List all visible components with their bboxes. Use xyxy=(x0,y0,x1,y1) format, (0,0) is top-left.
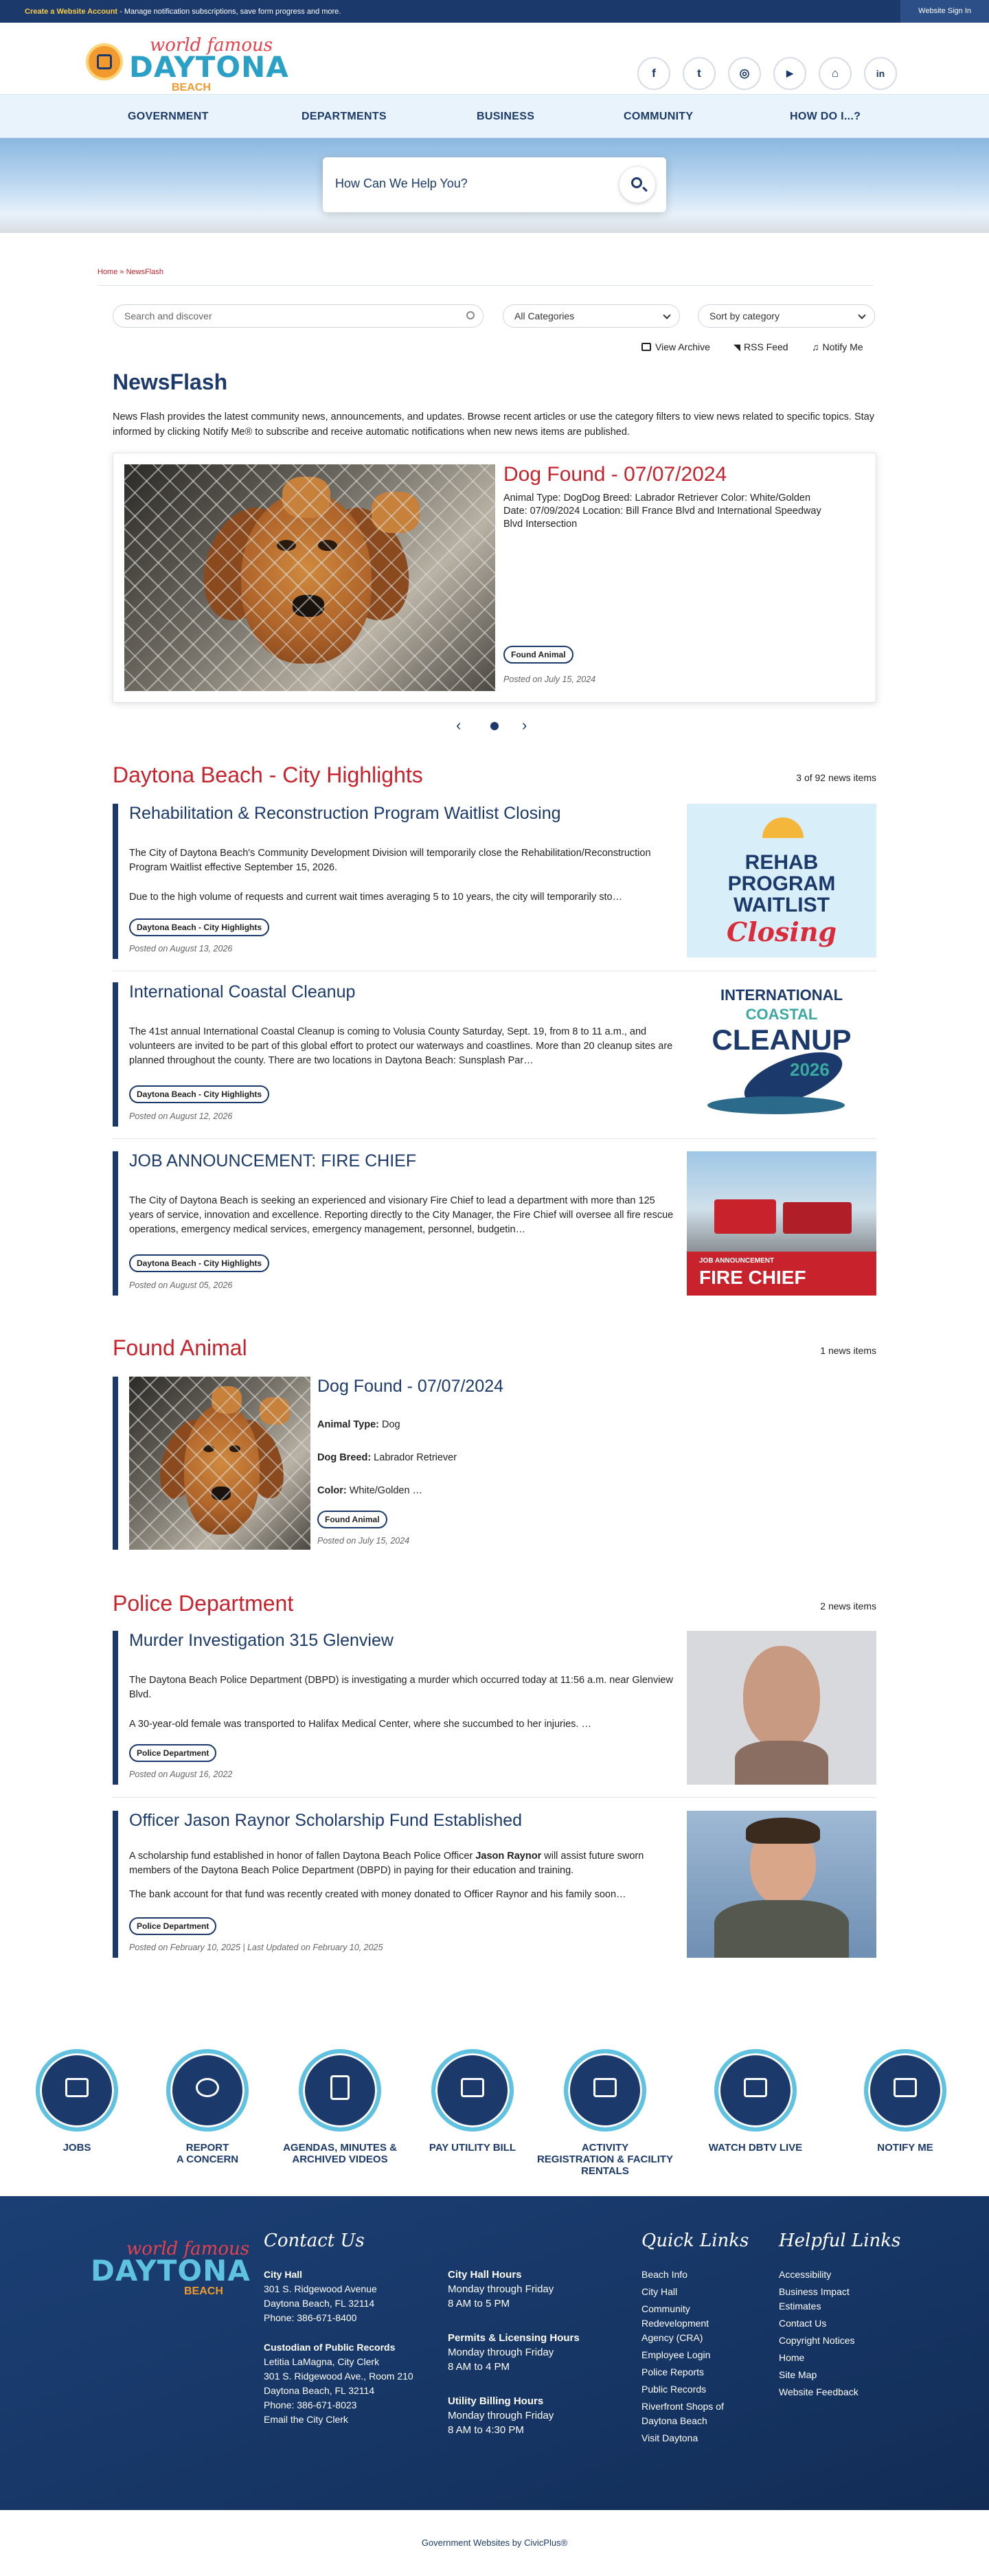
posted-date: Posted on July 15, 2024 xyxy=(503,675,596,684)
rss-icon: ◥ xyxy=(734,342,740,352)
featured-news-card[interactable] xyxy=(113,453,876,703)
accent-bar xyxy=(113,1631,118,1785)
posted-date: Posted on August 16, 2022 xyxy=(129,1770,233,1779)
footer-link[interactable]: Police Reports xyxy=(641,2366,705,2377)
section-count: 3 of 92 news items xyxy=(796,772,876,783)
image-text: REHAB xyxy=(744,851,819,874)
divider xyxy=(98,285,874,286)
footer-text: Daytona Beach, FL 32114 xyxy=(264,2298,375,2309)
quick-link-label[interactable] xyxy=(687,2142,824,2154)
account-message[interactable] xyxy=(25,8,341,16)
top-bar xyxy=(0,0,989,23)
footer-link[interactable]: Website Feedback xyxy=(779,2386,859,2397)
quick-link-text: A CONCERN xyxy=(176,2154,239,2165)
accent-bar xyxy=(113,804,118,959)
news-item-text: A 30-year-old female was transported to Halifax Medical Center, where she succumbed to her injuries. … xyxy=(129,1719,591,1730)
news-item-text: The 41st annual International Coastal Cleanup is coming to Volusia County Saturday, Sept. 19, from 8 to 11 a.m., and volunteers are invited to be part of this global effort to protect our waterways and coastlines. More than 20 cleanup sites are planned throughout the county. There are two locations in Daytona Beach: Sunsplash Par… xyxy=(129,1026,673,1066)
linkedin-icon[interactable]: in xyxy=(864,57,897,90)
footer-link[interactable]: Redevelopment xyxy=(641,2318,709,2329)
carousel-next-button[interactable]: › xyxy=(522,716,527,734)
footer-text: Utility Billing Hours xyxy=(448,2395,544,2407)
news-item-title[interactable]: Dog Found - 07/07/2024 xyxy=(317,1377,504,1396)
quick-link-text: PAY UTILITY BILL xyxy=(429,2142,516,2154)
field-value: White/Golden … xyxy=(346,1485,423,1496)
agendas-button[interactable] xyxy=(299,2049,381,2132)
archive-icon xyxy=(641,343,651,351)
civicplus-credit-link[interactable]: Government Websites by CivicPlus® xyxy=(421,2538,568,2548)
pay-bill-button[interactable] xyxy=(431,2049,514,2132)
category-tag[interactable]: Found Animal xyxy=(317,1511,387,1528)
footer-text: Permits & Licensing Hours xyxy=(448,2332,580,2344)
news-item xyxy=(113,982,876,1127)
news-item-text xyxy=(129,1849,679,1878)
logo-beach: BEACH xyxy=(172,82,211,93)
divider xyxy=(113,1138,876,1139)
image-text: INTERNATIONAL xyxy=(720,986,843,1004)
quick-link-text: JOBS xyxy=(62,2142,91,2154)
notify-me-button[interactable] xyxy=(864,2049,946,2132)
breadcrumb-home[interactable]: Home xyxy=(98,268,118,276)
document-icon xyxy=(330,2075,350,2100)
accent-bar xyxy=(113,1151,118,1296)
sort-select-value: Sort by category xyxy=(709,310,780,321)
category-tag[interactable]: Found Animal xyxy=(503,646,573,664)
notify-me-link[interactable] xyxy=(812,341,863,352)
footer-text: 8 AM to 5 PM xyxy=(448,2298,510,2309)
footer-link[interactable]: Estimates xyxy=(779,2301,821,2312)
news-item-text xyxy=(317,1484,592,1498)
section-count: 1 news items xyxy=(820,1345,876,1356)
posted-date: Posted on August 12, 2026 xyxy=(129,1111,233,1121)
category-select[interactable] xyxy=(503,304,680,328)
news-item-title[interactable]: JOB ANNOUNCEMENT: FIRE CHIEF xyxy=(129,1151,417,1171)
text-run: A scholarship fund established in honor of fallen Daytona Beach Police Officer xyxy=(129,1851,476,1862)
footer-link[interactable]: Daytona Beach xyxy=(641,2415,707,2426)
site-search[interactable] xyxy=(323,157,666,212)
youtube-icon[interactable]: ▶ xyxy=(773,57,806,90)
quick-link-text: ARCHIVED VIDEOS xyxy=(292,2154,388,2165)
search-icon xyxy=(631,177,642,188)
field-label: Color: xyxy=(317,1485,347,1496)
credit-card-icon xyxy=(461,2078,484,2097)
nav-business[interactable]: BUSINESS xyxy=(477,111,535,122)
posted-date: Posted on February 10, 2025 | Last Updated on February 10, 2025 xyxy=(129,1943,383,1952)
footer-link[interactable]: Site Map xyxy=(779,2369,817,2380)
section-count: 2 news items xyxy=(820,1601,876,1612)
rss-feed-link[interactable] xyxy=(734,341,788,353)
news-search-placeholder: Search and discover xyxy=(124,310,212,321)
quick-link-text: NOTIFY ME xyxy=(877,2142,933,2154)
footer-link[interactable]: City Hall xyxy=(641,2286,678,2297)
dog-photo xyxy=(124,464,495,691)
footer-link[interactable]: Employee Login xyxy=(641,2349,711,2360)
footer-text: Monday through Friday xyxy=(448,2283,554,2295)
quick-link-text: AGENDAS, MINUTES & xyxy=(283,2142,397,2154)
fire-chief-image xyxy=(687,1151,876,1296)
logo-name: DAYTONA xyxy=(91,2254,251,2287)
quick-link-label[interactable] xyxy=(271,2142,409,2165)
bell-icon: ♫ xyxy=(812,341,819,352)
page-bottom xyxy=(0,2510,989,2576)
home-icon[interactable] xyxy=(86,43,123,80)
footer-text: Phone: 386-671-8023 xyxy=(264,2399,357,2410)
news-item-title[interactable]: Murder Investigation 315 Glenview xyxy=(129,1631,394,1650)
accent-bar xyxy=(113,1377,118,1550)
footer-text: 8 AM to 4:30 PM xyxy=(448,2424,524,2436)
field-value: Labrador Retriever xyxy=(371,1452,457,1463)
instagram-icon[interactable]: ◎ xyxy=(728,57,761,90)
footer-logo[interactable] xyxy=(88,2239,280,2297)
footer-link[interactable]: Business Impact xyxy=(779,2286,850,2297)
accent-bar xyxy=(113,982,118,1127)
category-select-value: All Categories xyxy=(514,310,575,321)
featured-news-desc: Animal Type: DogDog Breed: Labrador Retriever Color: White/Golden Date: 07/09/2024 Location: Bill France Blvd and International Speedway Blvd Intersection xyxy=(503,493,821,530)
envelope-icon xyxy=(894,2078,917,2097)
news-search-input[interactable] xyxy=(113,304,484,328)
footer-text: Letitia LaMagna, City Clerk xyxy=(264,2356,380,2367)
divider xyxy=(113,1797,876,1798)
suspect-photo xyxy=(687,1631,876,1785)
chevron-down-icon xyxy=(858,311,865,319)
news-item xyxy=(113,1631,876,1785)
quick-link-label[interactable] xyxy=(837,2142,974,2154)
posted-date: Posted on July 15, 2024 xyxy=(317,1536,410,1546)
footer-text: Daytona Beach, FL 32114 xyxy=(264,2385,375,2396)
news-item-text: The Daytona Beach Police Department (DBPD) is investigating a murder which occurred today at 11:56 a.m. near Glenview Blvd. xyxy=(129,1675,673,1700)
page-title: NewsFlash xyxy=(113,370,228,394)
quick-link-text: WATCH DBTV LIVE xyxy=(708,2142,803,2154)
category-tag[interactable]: Daytona Beach - City Highlights xyxy=(129,1254,269,1272)
footer-text: City Hall xyxy=(264,2269,303,2280)
field-label: Dog Breed: xyxy=(317,1452,372,1463)
news-item-text: The bank account for that fund was recently created with money donated to Officer Raynor and his family soon… xyxy=(129,1889,626,1900)
quick-link-text: RENTALS xyxy=(581,2165,629,2177)
news-item xyxy=(113,1377,876,1550)
view-archive-label: View Archive xyxy=(655,341,710,352)
report-concern-button[interactable] xyxy=(166,2049,249,2132)
coastal-cleanup-image xyxy=(687,982,876,1127)
news-item-text xyxy=(317,1418,592,1432)
footer-text: Monday through Friday xyxy=(448,2410,554,2421)
field-value: Dog xyxy=(378,1419,400,1430)
quick-link-text: ACTIVITY xyxy=(581,2142,629,2154)
footer-link[interactable]: Copyright Notices xyxy=(779,2335,855,2346)
dog-photo xyxy=(129,1377,310,1550)
site-header xyxy=(0,23,989,94)
category-tag[interactable]: Police Department xyxy=(129,1917,216,1935)
breadcrumb: Home » NewsFlash xyxy=(98,268,163,276)
section-title-highlights[interactable]: Daytona Beach - City Highlights xyxy=(113,762,423,787)
officer-photo xyxy=(687,1811,876,1958)
footer-text: Phone: 386-671-8400 xyxy=(264,2312,357,2323)
breadcrumb-current[interactable]: NewsFlash xyxy=(126,268,163,276)
image-text: JOB ANNOUNCEMENT xyxy=(699,1257,775,1265)
briefcase-icon xyxy=(65,2078,89,2097)
facebook-icon[interactable]: f xyxy=(637,57,670,90)
logo-name: DAYTONA xyxy=(129,50,289,84)
news-item-text: Due to the high volume of requests and current wait times averaging 5 to 10 years, the city will temporarily sto… xyxy=(129,892,623,903)
account-message-text: - Manage notification subscriptions, save form progress and more. xyxy=(117,8,341,16)
sort-select[interactable] xyxy=(698,304,875,328)
image-text: 2026 xyxy=(790,1059,830,1080)
footer-text: Monday through Friday xyxy=(448,2347,554,2358)
footer-link[interactable]: Contact Us xyxy=(779,2318,827,2329)
image-text: FIRE CHIEF xyxy=(699,1267,806,1288)
image-text: CLEANUP xyxy=(712,1024,852,1056)
news-item-text: The City of Daytona Beach is seeking an experienced and visionary Fire Chief to lead a department with more than 125 years of service, innovation and excellence. Reporting directly to the City Manager, the Fire Chief will oversee all fire rescue operations, emergency medical services, emergency management, personnel, budgetin… xyxy=(129,1195,674,1235)
rehab-waitlist-image xyxy=(687,804,876,958)
main-nav xyxy=(0,94,989,138)
twitter-icon[interactable]: t xyxy=(683,57,716,90)
city-hall-block xyxy=(264,2268,377,2325)
category-tag[interactable]: Police Department xyxy=(129,1744,216,1762)
footer-link[interactable]: Beach Info xyxy=(641,2269,687,2280)
quick-link-label[interactable] xyxy=(8,2142,146,2154)
carousel-prev-button[interactable]: ‹ xyxy=(456,716,462,734)
footer-link[interactable]: Visit Daytona xyxy=(641,2432,698,2443)
footer-text: Custodian of Public Records xyxy=(264,2342,396,2353)
footer-link[interactable]: Agency (CRA) xyxy=(641,2332,703,2343)
chevron-down-icon xyxy=(663,311,670,319)
footer-heading: Quick Links xyxy=(641,2230,749,2251)
site-footer xyxy=(0,2196,989,2510)
category-tag[interactable]: Daytona Beach - City Highlights xyxy=(129,1085,269,1103)
footer-link[interactable]: Community xyxy=(641,2303,690,2314)
nav-community[interactable]: COMMUNITY xyxy=(624,111,694,122)
footer-link[interactable]: Riverfront Shops of xyxy=(641,2401,724,2412)
email-clerk-link[interactable]: Email the City Clerk xyxy=(264,2414,348,2425)
news-item-text xyxy=(317,1451,592,1465)
footer-heading: Helpful Links xyxy=(779,2230,901,2251)
section-title-found-animal[interactable]: Found Animal xyxy=(113,1335,247,1360)
quick-link-text: REGISTRATION & FACILITY xyxy=(536,2154,674,2165)
nav-how-do-i[interactable]: HOW DO I...? xyxy=(790,111,861,122)
activity-registration-button[interactable] xyxy=(564,2049,646,2132)
image-text: Closing xyxy=(726,916,837,947)
news-item xyxy=(113,804,876,959)
news-item-text: The City of Daytona Beach's Community Development Division will temporarily close the Rehabilitation/Reconstruction Program Waitlist effective September 15, 2026. xyxy=(129,848,651,873)
site-search-input[interactable]: How Can We Help You? xyxy=(335,177,468,190)
hours-block xyxy=(448,2268,554,2311)
news-item xyxy=(113,1811,876,1958)
category-tag[interactable]: Daytona Beach - City Highlights xyxy=(129,918,269,936)
logo-tagline: world famous xyxy=(150,35,273,56)
officer-name: Jason Raynor xyxy=(475,1851,542,1862)
hours-block xyxy=(448,2394,554,2437)
image-text: WAITLIST xyxy=(734,894,830,916)
quick-link-label[interactable] xyxy=(139,2142,276,2165)
accent-bar xyxy=(113,1811,118,1958)
nextdoor-icon[interactable]: ⌂ xyxy=(819,57,852,90)
site-search-button[interactable] xyxy=(619,167,655,203)
hours-block xyxy=(448,2331,580,2374)
footer-text: 8 AM to 4 PM xyxy=(448,2361,510,2373)
footer-text: City Hall Hours xyxy=(448,2269,522,2281)
logo-beach: BEACH xyxy=(184,2285,223,2297)
section-title-police[interactable]: Police Department xyxy=(113,1591,294,1616)
footer-link[interactable]: Public Records xyxy=(641,2384,707,2395)
news-item-title[interactable]: Officer Jason Raynor Scholarship Fund Established xyxy=(129,1811,523,1830)
jobs-button[interactable] xyxy=(36,2049,118,2132)
quick-link-label[interactable] xyxy=(404,2142,541,2154)
news-item-title[interactable]: International Coastal Cleanup xyxy=(129,982,356,1002)
search-icon xyxy=(466,311,475,319)
quick-link-text: REPORT xyxy=(185,2142,229,2154)
page-intro: News Flash provides the latest community news, announcements, and updates. Browse recent articles or use the category filters to view news related to specific topics. Stay informed by clicking Notify Me® to subscribe and receive automatic notifications when new news items are published. xyxy=(113,411,874,438)
tv-icon xyxy=(744,2078,767,2097)
hero-banner xyxy=(0,138,989,233)
footer-link[interactable]: Accessibility xyxy=(779,2269,832,2280)
sign-in-button[interactable]: Website Sign In xyxy=(900,0,989,23)
helpful-links-list xyxy=(779,2268,859,2399)
posted-date: Posted on August 13, 2026 xyxy=(129,944,233,953)
posted-date: Posted on August 05, 2026 xyxy=(129,1280,233,1290)
image-text: PROGRAM xyxy=(727,872,836,895)
footer-text: 301 S. Ridgewood Avenue xyxy=(264,2283,377,2294)
footer-link[interactable]: Home xyxy=(779,2352,805,2363)
field-label: Animal Type: xyxy=(317,1419,379,1430)
featured-news-title[interactable]: Dog Found - 07/07/2024 xyxy=(503,463,727,486)
laptop-icon xyxy=(593,2078,617,2097)
notify-me-label: Notify Me xyxy=(822,341,863,352)
news-item-title[interactable]: Rehabilitation & Reconstruction Program Waitlist Closing xyxy=(129,804,561,823)
watch-dbtv-button[interactable] xyxy=(714,2049,797,2132)
chat-icon xyxy=(196,2078,219,2097)
image-text: COASTAL xyxy=(745,1006,818,1023)
news-item xyxy=(113,1151,876,1296)
rss-feed-label: RSS Feed xyxy=(744,341,788,352)
create-account-link[interactable]: Create a Website Account xyxy=(25,8,118,16)
quick-link-label[interactable] xyxy=(536,2142,674,2177)
quick-links-list xyxy=(641,2268,724,2445)
nav-departments[interactable]: DEPARTMENTS xyxy=(302,111,387,122)
custodian-block xyxy=(264,2340,413,2427)
nav-government[interactable]: GOVERNMENT xyxy=(128,111,209,122)
carousel-dot[interactable] xyxy=(490,722,499,730)
view-archive-link[interactable] xyxy=(641,341,710,352)
text-run: will assist future sworn members of the Daytona Beach Police Department (DBPD) in paying for their education and training. xyxy=(129,1851,644,1876)
footer-heading: Contact Us xyxy=(264,2230,365,2251)
site-logo[interactable] xyxy=(84,35,289,93)
footer-text: 301 S. Ridgewood Ave., Room 210 xyxy=(264,2371,413,2382)
logo-tagline: world famous xyxy=(126,2239,250,2259)
